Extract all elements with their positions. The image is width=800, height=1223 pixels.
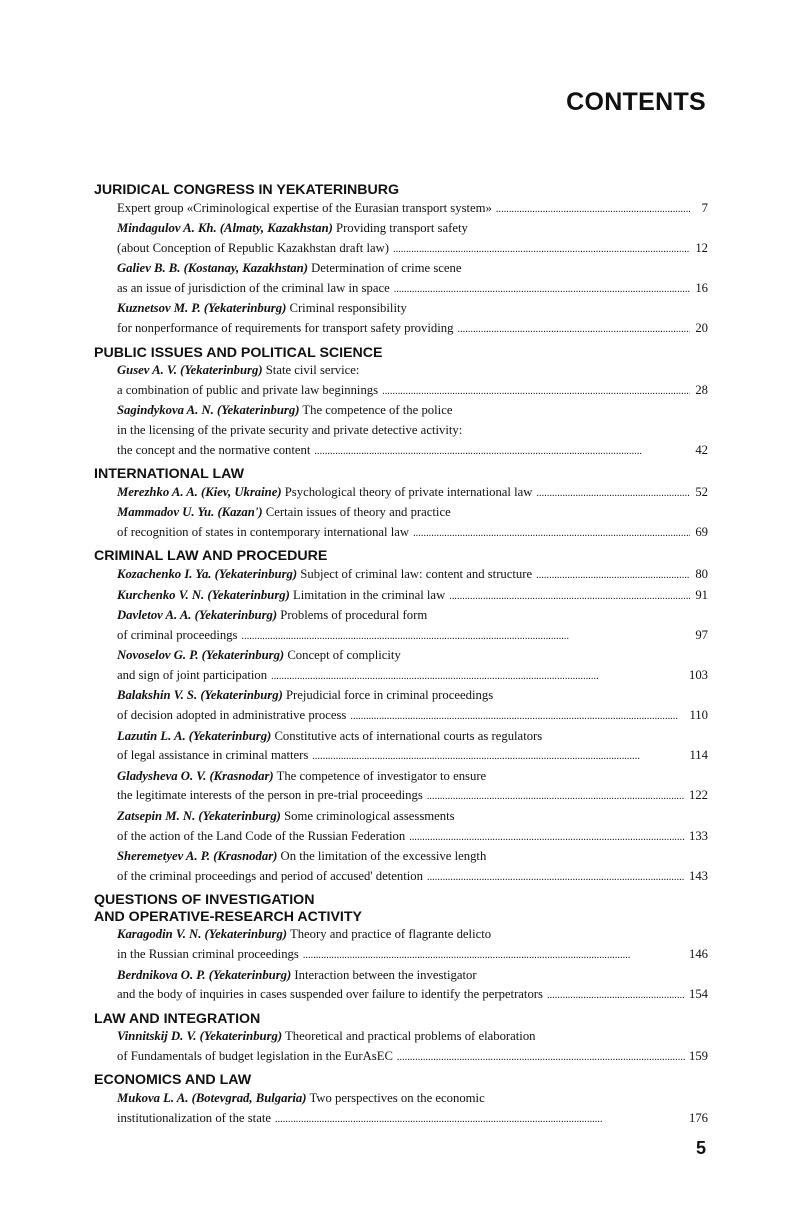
entry-title-text: institutionalization of the state bbox=[117, 1110, 271, 1125]
entry-title-text: and the body of inquiries in cases suspended over failure to identify the perpetrators bbox=[117, 987, 543, 1002]
toc-entry-line bbox=[117, 299, 708, 319]
entry-author: Davletov A. A. (Yekaterinburg) bbox=[117, 608, 278, 623]
toc-entry-text bbox=[117, 686, 493, 706]
entry-title-text: Providing transport safety bbox=[332, 221, 468, 236]
section-title: INTERNATIONAL LAW bbox=[94, 466, 245, 483]
dot-leader bbox=[394, 279, 690, 300]
toc-entry-line bbox=[117, 606, 708, 626]
entry-page-number: 114 bbox=[689, 748, 708, 763]
toc-entry-text bbox=[117, 786, 423, 806]
entry-author: Gladysheva O. V. (Krasnodar) bbox=[117, 768, 274, 783]
entry-author: Mukova L. A. (Botevgrad, Bulgaria) bbox=[117, 1090, 307, 1105]
dot-leader bbox=[275, 1109, 685, 1130]
toc-entry-text bbox=[117, 319, 453, 339]
toc-entry bbox=[94, 847, 708, 887]
entry-author: Gusev A. V. (Yekaterinburg) bbox=[117, 363, 263, 378]
toc-entry bbox=[94, 686, 708, 726]
toc-entry bbox=[94, 767, 708, 807]
toc-entry-line bbox=[117, 966, 708, 986]
entry-page-number: 154 bbox=[688, 987, 708, 1002]
section-title: JURIDICAL CONGRESS IN YEKATERINBURG bbox=[94, 182, 400, 198]
entry-title-text: in the Russian criminal proceedings bbox=[117, 947, 299, 961]
entry-page-number: 42 bbox=[695, 442, 708, 457]
toc-entry-text bbox=[117, 1089, 485, 1109]
toc-entry-line bbox=[117, 867, 708, 888]
entry-title-text: Criminal responsibility bbox=[286, 301, 407, 316]
dot-leader bbox=[409, 827, 685, 848]
toc-entry-text bbox=[117, 626, 238, 646]
entry-author: Kuznetsov M. P. (Yekaterinburg) bbox=[117, 301, 287, 316]
toc-entry-text bbox=[117, 523, 409, 543]
toc-entry-text bbox=[117, 381, 378, 401]
entry-title-text: for nonperformance of requirements for transport safety providing bbox=[117, 321, 454, 336]
entry-page-number: 91 bbox=[695, 587, 708, 602]
dot-leader bbox=[536, 565, 690, 586]
toc-entry-text bbox=[117, 239, 389, 259]
toc-entry-line bbox=[117, 199, 708, 220]
toc-entry-line bbox=[117, 219, 708, 239]
toc-entry-line bbox=[117, 827, 708, 848]
toc-entry-text bbox=[117, 767, 486, 787]
entry-title-text: Some criminological assessments bbox=[280, 809, 455, 824]
toc-entry-text bbox=[117, 299, 407, 319]
toc-entry bbox=[94, 199, 708, 220]
entry-page-number: 16 bbox=[695, 280, 708, 295]
dot-leader bbox=[536, 483, 690, 504]
section-title: QUESTIONS OF INVESTIGATION bbox=[94, 892, 315, 909]
entry-title-text: of recognition of states in contemporary international law bbox=[117, 524, 410, 539]
entry-title-text: and sign of joint participation bbox=[117, 667, 268, 682]
dot-leader bbox=[271, 666, 685, 687]
toc-entry-text bbox=[117, 565, 532, 585]
entry-title-text: Certain issues of theory and practice bbox=[262, 505, 451, 520]
entry-title-text: Expert group «Criminological expertise of the Eurasian transport system» bbox=[117, 200, 492, 215]
toc-entry-line bbox=[117, 586, 708, 607]
entry-title-text: Psychological theory of private international law bbox=[281, 484, 533, 499]
entry-author: Kozachenko I. Ya. (Yekaterinburg) bbox=[117, 566, 298, 581]
toc-entry-line bbox=[117, 361, 708, 381]
entry-page-number: 143 bbox=[688, 868, 708, 883]
entry-title-text: Two perspectives on the economic bbox=[306, 1090, 485, 1105]
dot-leader bbox=[393, 239, 690, 260]
toc-entry bbox=[94, 259, 708, 299]
toc-entry bbox=[94, 586, 708, 607]
section-title: ECONOMICS AND LAW bbox=[94, 1072, 252, 1089]
entry-title-text: State civil service: bbox=[262, 363, 360, 378]
toc-entry-line bbox=[117, 686, 708, 706]
toc-entry bbox=[94, 606, 708, 646]
entry-title-text: The competence of investigator to ensure bbox=[273, 768, 487, 783]
toc-entry-text bbox=[117, 606, 427, 626]
toc-entry-line bbox=[117, 319, 708, 340]
toc-entry-text bbox=[117, 219, 468, 239]
toc-section bbox=[94, 1011, 708, 1068]
section-title: LAW AND INTEGRATION bbox=[94, 1010, 261, 1027]
dot-leader bbox=[350, 706, 685, 727]
toc-entry-line bbox=[117, 786, 708, 807]
entry-title-text: Interaction between the investigator bbox=[291, 967, 477, 982]
entry-title-text: of Fundamentals of budget legislation in the EurAsEC bbox=[117, 1048, 393, 1063]
entry-title-text: of legal assistance in criminal matters bbox=[117, 748, 309, 763]
entry-title-text: of criminal proceedings bbox=[117, 627, 238, 642]
entry-title-text: Limitation in the criminal law bbox=[289, 587, 446, 602]
entry-title-text: of decision adopted in administrative process bbox=[117, 708, 347, 723]
toc-entry bbox=[94, 401, 708, 461]
toc-entry-line bbox=[117, 626, 708, 647]
toc-entry-text bbox=[117, 199, 492, 219]
toc-entry-text bbox=[117, 483, 532, 503]
toc-entry-line bbox=[117, 1089, 708, 1109]
toc-entry-text bbox=[117, 441, 310, 461]
entry-title-text: a combination of public and private law beginnings bbox=[117, 382, 379, 397]
entry-title-text: of the criminal proceedings and period of accused' detention bbox=[117, 868, 423, 883]
toc-entry bbox=[94, 219, 708, 259]
entry-author: Mindagulov A. Kh. (Almaty, Kazakhstan) bbox=[117, 221, 333, 236]
dot-leader bbox=[314, 441, 690, 462]
toc-entry-line bbox=[117, 1027, 708, 1047]
entry-title-text: Theory and practice of flagrante delicto bbox=[287, 927, 492, 942]
dot-leader bbox=[427, 867, 685, 888]
toc-entry bbox=[94, 503, 708, 543]
toc-entry bbox=[94, 565, 708, 586]
dot-leader bbox=[496, 199, 690, 220]
toc-entry bbox=[94, 966, 708, 1006]
toc-entry-line bbox=[117, 646, 708, 666]
toc-entry bbox=[94, 727, 708, 767]
toc-entry-text bbox=[117, 746, 308, 766]
entry-author: Berdnikova O. P. (Yekaterinburg) bbox=[117, 967, 292, 982]
toc-section bbox=[94, 182, 708, 340]
entry-page-number: 52 bbox=[695, 484, 708, 499]
entry-author: Vinnitskij D. V. (Yekaterinburg) bbox=[117, 1029, 283, 1044]
toc-entry-text bbox=[117, 421, 462, 441]
section-title: PUBLIC ISSUES AND POLITICAL SCIENCE bbox=[94, 344, 383, 361]
entry-page-number: 133 bbox=[688, 828, 708, 843]
entry-author: Mammadov U. Yu. (Kazan') bbox=[117, 505, 263, 520]
entry-author: Zatsepin M. N. (Yekaterinburg) bbox=[117, 809, 281, 824]
toc-entry-text bbox=[117, 807, 455, 827]
toc-entry-text bbox=[117, 666, 267, 686]
toc-entry-text bbox=[117, 945, 299, 965]
toc-entry bbox=[94, 1089, 708, 1129]
toc-entry-text bbox=[117, 503, 451, 523]
dot-leader bbox=[303, 945, 685, 966]
toc-section bbox=[94, 892, 708, 1005]
toc-entry-line bbox=[117, 767, 708, 787]
entry-author: Galiev B. B. (Kostanay, Kazakhstan) bbox=[117, 261, 308, 276]
entry-page-number: 146 bbox=[688, 947, 708, 961]
entry-page-number: 80 bbox=[695, 566, 708, 581]
toc-entry-line bbox=[117, 441, 708, 462]
toc-entry-text bbox=[117, 401, 452, 421]
entry-page-number: 7 bbox=[701, 200, 708, 215]
dot-leader bbox=[449, 586, 690, 607]
entry-title-text: Theoretical and practical problems of elaboration bbox=[282, 1029, 536, 1044]
entry-title-text: Concept of complicity bbox=[284, 648, 401, 663]
toc-entry-text bbox=[117, 279, 390, 299]
dot-leader bbox=[547, 985, 685, 1006]
toc-entry-text bbox=[117, 867, 423, 887]
toc-entry-text bbox=[117, 727, 542, 747]
entry-title-text: the concept and the normative content bbox=[117, 442, 311, 457]
toc-entry bbox=[94, 807, 708, 847]
entry-title-text: of the action of the Land Code of the Russian Federation bbox=[117, 828, 406, 843]
entry-title-text: as an issue of jurisdiction of the criminal law in space bbox=[117, 280, 390, 295]
toc-entry-line bbox=[117, 727, 708, 747]
entry-title-text: (about Conception of Republic Kazakhstan draft law) bbox=[117, 240, 389, 255]
entry-page-number: 20 bbox=[695, 321, 708, 336]
entry-title-text: the legitimate interests of the person in pre-trial proceedings bbox=[117, 788, 423, 803]
entry-page-number: 103 bbox=[688, 667, 708, 682]
table-of-contents bbox=[94, 182, 708, 1134]
dot-leader bbox=[413, 523, 690, 544]
toc-entry bbox=[94, 299, 708, 339]
entry-page-number: 122 bbox=[688, 788, 708, 803]
toc-entry-line bbox=[117, 1109, 708, 1130]
entry-page-number: 176 bbox=[688, 1110, 708, 1125]
toc-entry bbox=[94, 925, 708, 965]
toc-entry-text bbox=[117, 259, 462, 279]
entry-title-text: Prejudicial force in criminal proceedings bbox=[282, 688, 494, 703]
page-number: 5 bbox=[695, 1138, 706, 1158]
toc-entry-line bbox=[117, 746, 708, 767]
toc-entry-text bbox=[117, 847, 486, 867]
entry-author: Kurchenko V. N. (Yekaterinburg) bbox=[117, 587, 290, 602]
toc-entry-line bbox=[117, 925, 708, 945]
toc-entry-text bbox=[117, 966, 477, 986]
toc-entry bbox=[94, 361, 708, 401]
section-title: CRIMINAL LAW AND PROCEDURE bbox=[94, 548, 328, 565]
toc-entry bbox=[94, 483, 708, 504]
toc-entry-line bbox=[117, 666, 708, 687]
section-title: AND OPERATIVE-RESEARCH ACTIVITY bbox=[94, 908, 363, 925]
toc-entry-line bbox=[117, 847, 708, 867]
toc-entry bbox=[94, 646, 708, 686]
entry-author: Lazutin L. A. (Yekaterinburg) bbox=[117, 728, 272, 743]
toc-entry-line bbox=[117, 421, 708, 441]
entry-author: Novoselov G. P. (Yekaterinburg) bbox=[117, 648, 285, 663]
entry-title-text: Constitutive acts of international courts as regulators bbox=[271, 728, 543, 743]
toc-entry-text bbox=[117, 1027, 536, 1047]
toc-section bbox=[94, 1072, 708, 1129]
entry-page-number: 110 bbox=[689, 708, 708, 723]
toc-entry-text bbox=[117, 646, 401, 666]
toc-entry-text bbox=[117, 706, 346, 726]
toc-entry-line bbox=[117, 523, 708, 544]
toc-entry-text bbox=[117, 827, 405, 847]
dot-leader bbox=[427, 786, 685, 807]
toc-entry-line bbox=[117, 259, 708, 279]
entry-page-number: 28 bbox=[695, 382, 708, 397]
toc-entry-text bbox=[117, 361, 359, 381]
entry-title-text: Determination of crime scene bbox=[307, 261, 462, 276]
dot-leader bbox=[312, 746, 685, 767]
entry-author: Sagindykova A. N. (Yekaterinburg) bbox=[117, 403, 300, 418]
toc-entry-text bbox=[117, 925, 491, 945]
entry-author: Karagodin V. N. (Yekaterinburg) bbox=[117, 927, 288, 942]
toc-entry-text bbox=[117, 1109, 271, 1129]
toc-entry-text bbox=[117, 985, 543, 1005]
entry-title-text: in the licensing of the private security and private detective activity: bbox=[117, 422, 463, 437]
toc-entry-line bbox=[117, 483, 708, 504]
entry-title-text: Subject of criminal law: content and structure bbox=[297, 566, 533, 581]
dot-leader bbox=[382, 381, 690, 402]
entry-page-number: 69 bbox=[695, 524, 708, 539]
toc-entry-text bbox=[117, 586, 445, 606]
toc-entry-line bbox=[117, 945, 708, 966]
dot-leader bbox=[242, 626, 691, 647]
toc-entry-line bbox=[117, 381, 708, 402]
toc-entry-line bbox=[117, 1047, 708, 1068]
entry-title-text: The competence of the police bbox=[299, 403, 453, 418]
entry-page-number: 159 bbox=[688, 1048, 708, 1063]
toc-section bbox=[94, 548, 708, 887]
toc-entry-line bbox=[117, 706, 708, 727]
dot-leader bbox=[397, 1047, 685, 1068]
toc-section bbox=[94, 345, 708, 461]
page-title: CONTENTS bbox=[566, 88, 706, 116]
entry-author: Balakshin V. S. (Yekaterinburg) bbox=[117, 688, 283, 703]
entry-page-number: 97 bbox=[695, 627, 708, 642]
entry-author: Merezhko A. A. (Kiev, Ukraine) bbox=[117, 484, 282, 499]
toc-entry-line bbox=[117, 401, 708, 421]
toc-entry-line bbox=[117, 503, 708, 523]
toc-entry-line bbox=[117, 239, 708, 260]
toc-entry bbox=[94, 1027, 708, 1067]
entry-title-text: Problems of procedural form bbox=[277, 608, 428, 623]
toc-entry-line bbox=[117, 807, 708, 827]
entry-author: Sheremetyev A. P. (Krasnodar) bbox=[117, 849, 278, 864]
dot-leader bbox=[457, 319, 690, 340]
entry-title-text: On the limitation of the excessive length bbox=[277, 849, 487, 864]
toc-entry-line bbox=[117, 279, 708, 300]
entry-page-number: 12 bbox=[695, 240, 708, 255]
toc-entry-text bbox=[117, 1047, 393, 1067]
toc-entry-line bbox=[117, 565, 708, 586]
toc-entry-line bbox=[117, 985, 708, 1006]
toc-section bbox=[94, 466, 708, 543]
